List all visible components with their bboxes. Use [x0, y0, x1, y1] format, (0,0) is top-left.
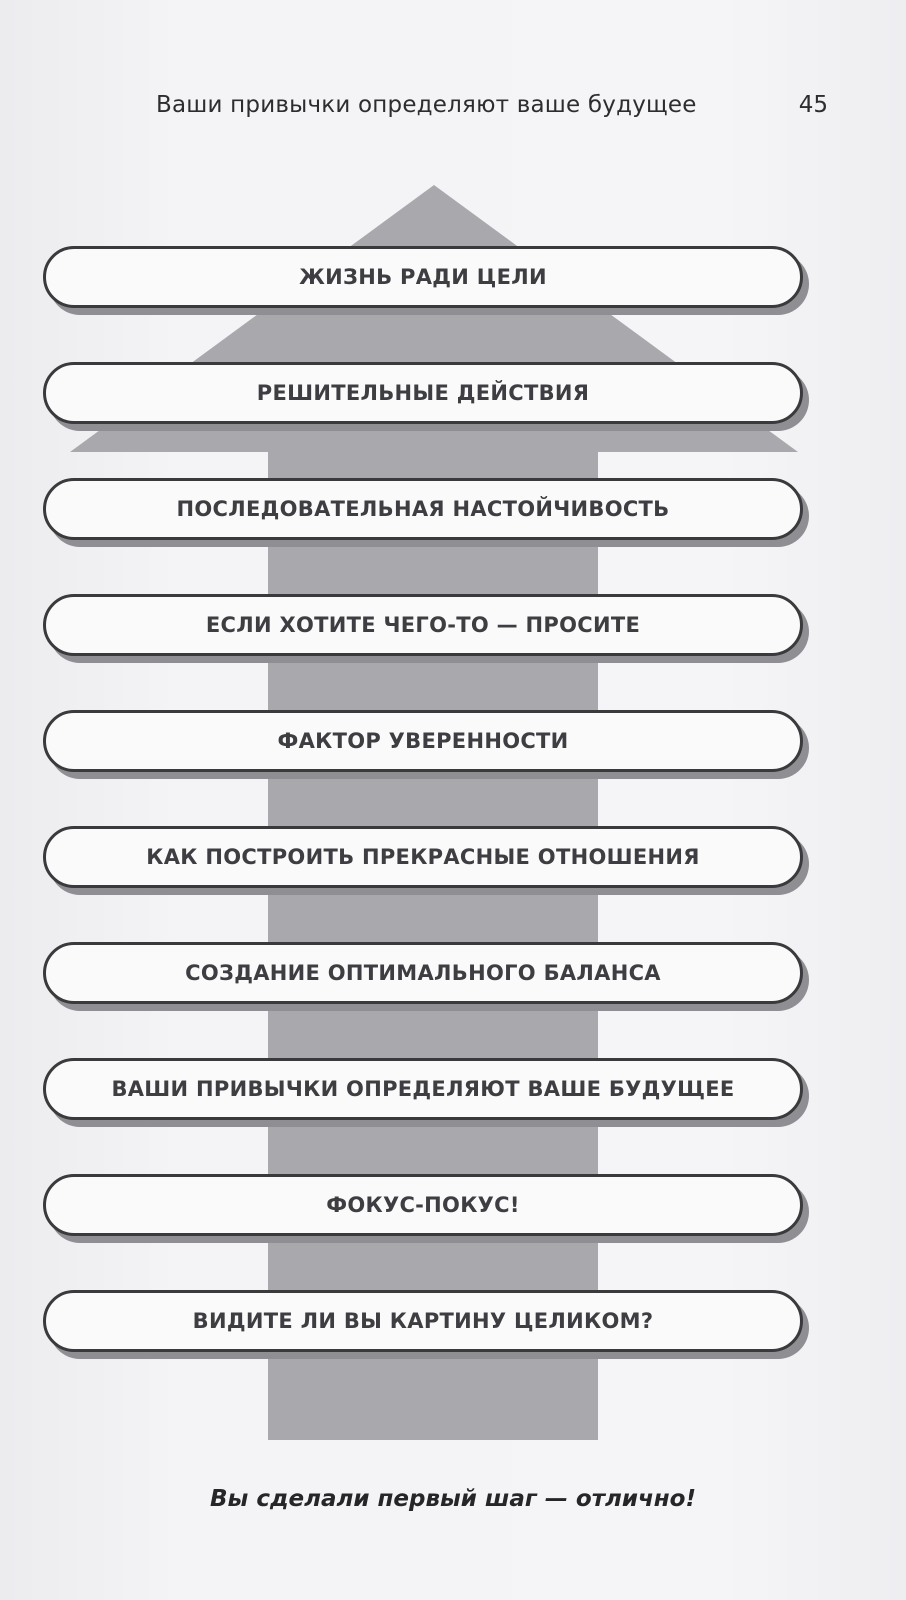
step-label: ВАШИ ПРИВЫЧКИ ОПРЕДЕЛЯЮТ ВАШЕ БУДУЩЕЕ: [111, 1077, 735, 1101]
page-number: 45: [798, 92, 828, 118]
step-label: КАК ПОСТРОИТЬ ПРЕКРАСНЫЕ ОТНОШЕНИЯ: [146, 845, 700, 869]
step-1: [43, 246, 803, 308]
step-6: [43, 826, 803, 888]
figure-caption: Вы сделали первый шаг — отлично!: [210, 1486, 696, 1512]
step-label: СОЗДАНИЕ ОПТИМАЛЬНОГО БАЛАНСА: [185, 961, 661, 985]
step-label: ЖИЗНЬ РАДИ ЦЕЛИ: [299, 265, 547, 289]
step-10: [43, 1290, 803, 1352]
step-9: [43, 1174, 803, 1236]
step-8: [43, 1058, 803, 1120]
step-5: [43, 710, 803, 772]
step-4: [43, 594, 803, 656]
step-label: ПОСЛЕДОВАТЕЛЬНАЯ НАСТОЙЧИВОСТЬ: [176, 497, 670, 521]
step-label: ФОКУС-ПОКУС!: [326, 1193, 520, 1217]
step-7: [43, 942, 803, 1004]
step-label: РЕШИТЕЛЬНЫЕ ДЕЙСТВИЯ: [256, 381, 590, 405]
step-label: ЕСЛИ ХОТИТЕ ЧЕГО-ТО — ПРОСИТЕ: [205, 613, 641, 637]
step-2: [43, 362, 803, 424]
step-label: ВИДИТЕ ЛИ ВЫ КАРТИНУ ЦЕЛИКОМ?: [192, 1309, 654, 1333]
running-head: Ваши привычки определяют ваше будущее: [156, 92, 697, 118]
step-3: [43, 478, 803, 540]
step-label: ФАКТОР УВЕРЕННОСТИ: [277, 729, 569, 753]
